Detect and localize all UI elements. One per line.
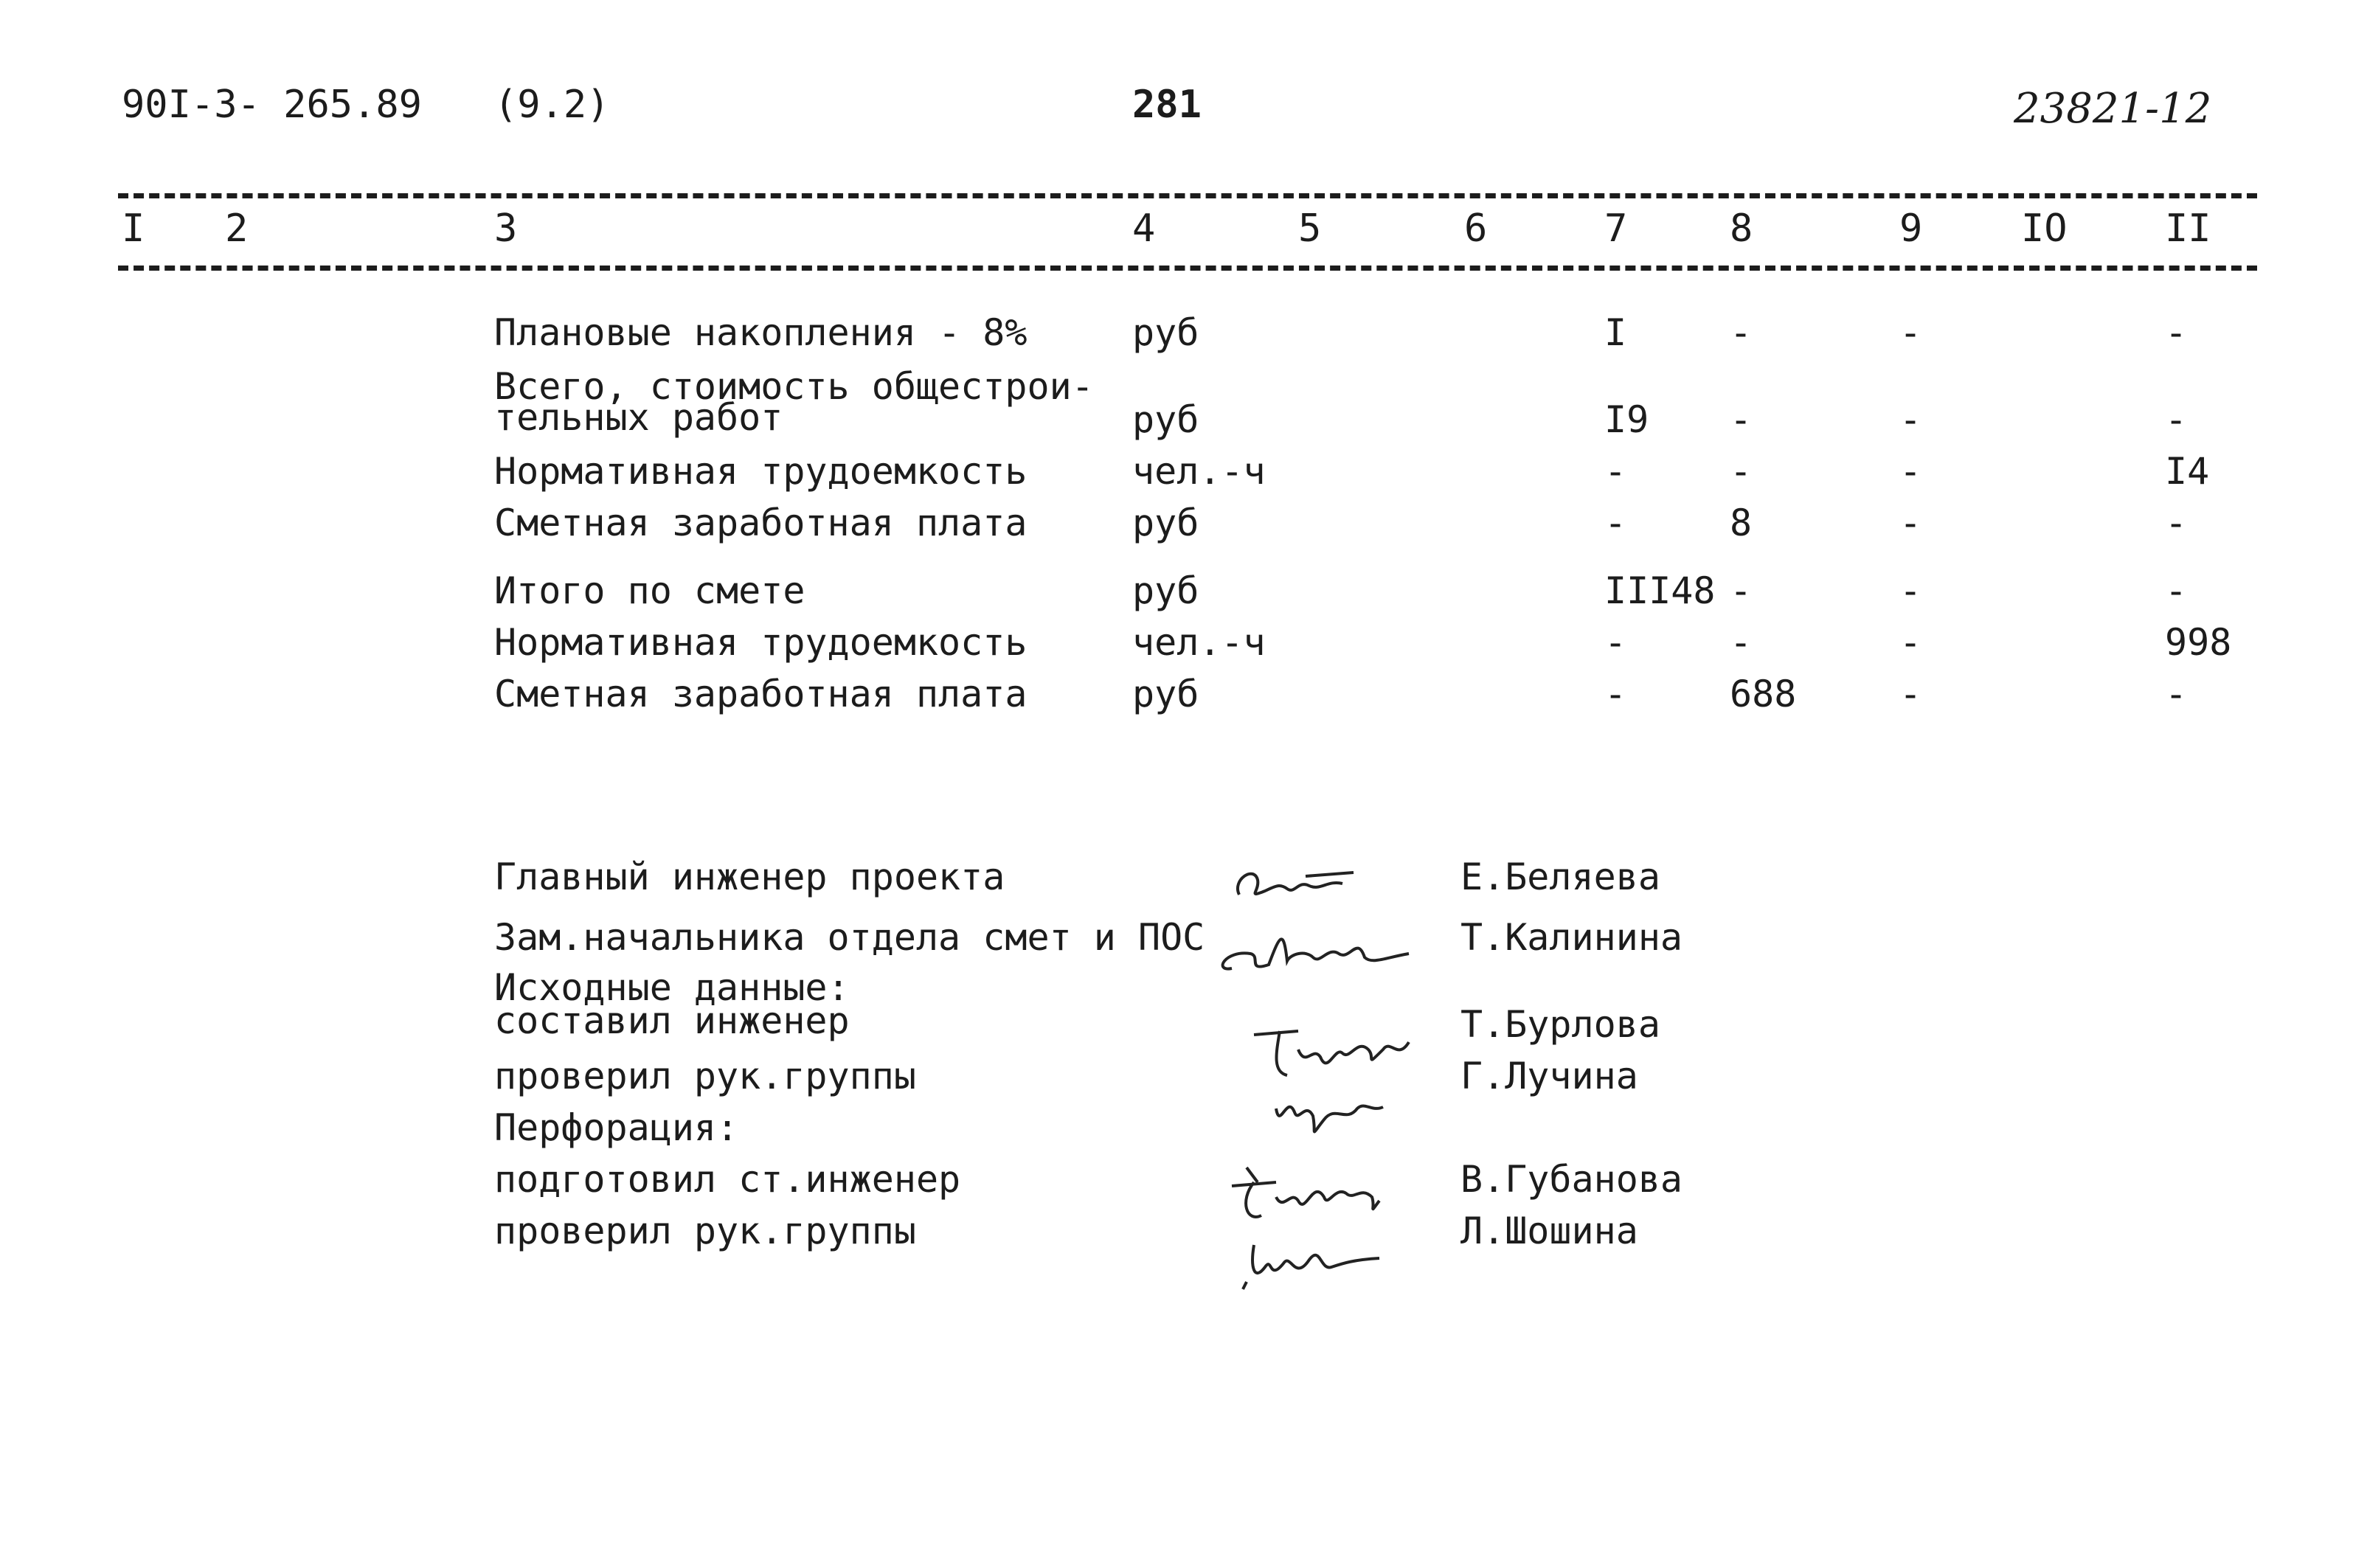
signature-role-4: проверил рук.группы <box>494 1055 916 1097</box>
handwritten-signature-2 <box>1210 892 1431 1001</box>
row-6-name: Нормативная трудоемкость <box>494 621 1028 664</box>
archive-number: 23821-12 <box>2014 85 2212 133</box>
signature-role-2: Зам.начальника отдела смет и ПОС <box>494 916 1205 959</box>
row-4-name: Сметная заработная плата <box>494 502 1028 544</box>
column-number-1: I <box>122 207 145 251</box>
row-7-col7: - <box>1604 673 1627 715</box>
row-5-col7: III48 <box>1604 569 1716 612</box>
row-7-unit: руб <box>1132 673 1199 715</box>
row-6-unit: чел.-ч <box>1132 621 1266 664</box>
row-3-col9: - <box>1899 450 1922 493</box>
row-2-unit: руб <box>1132 398 1199 441</box>
row-3-col8: - <box>1730 450 1753 493</box>
column-number-7: 7 <box>1604 207 1628 251</box>
signature-name-3: Т.Бурлова <box>1460 1003 1660 1046</box>
row-1-col11: - <box>2165 311 2188 354</box>
row-5-col9: - <box>1899 569 1922 612</box>
row-2-name: Всего, стоимость общестрои- <box>494 365 1094 408</box>
row-2-name-cont: тельных работ <box>494 396 783 439</box>
signature-name-2: Т.Калинина <box>1460 916 1683 959</box>
column-number-8: 8 <box>1730 207 1753 251</box>
header-top-rule <box>118 193 2257 198</box>
column-number-6: 6 <box>1464 207 1488 251</box>
column-number-3: 3 <box>494 207 518 251</box>
column-number-9: 9 <box>1899 207 1923 251</box>
row-7-col11: - <box>2165 673 2188 715</box>
signature-role-7: проверил рук.группы <box>494 1210 916 1252</box>
row-1-col7: I <box>1604 311 1627 354</box>
document-code: 90I-3- 265.89 <box>122 83 422 127</box>
row-2-col11: - <box>2165 398 2188 441</box>
row-4-col7: - <box>1604 502 1627 544</box>
column-number-11: II <box>2165 207 2211 251</box>
row-3-unit: чел.-ч <box>1132 450 1266 493</box>
signature-name-4: Г.Лучина <box>1460 1055 1638 1097</box>
row-1-col8: - <box>1730 311 1753 354</box>
section-number: (9.2) <box>494 83 610 127</box>
row-4-col9: - <box>1899 502 1922 544</box>
row-3-col7: - <box>1604 450 1627 493</box>
row-2-col9: - <box>1899 398 1922 441</box>
column-number-2: 2 <box>225 207 249 251</box>
row-2-col8: - <box>1730 398 1753 441</box>
row-5-name: Итого по смете <box>494 569 805 612</box>
row-1-name: Плановые накопления - 8% <box>494 311 1028 354</box>
signature-name-7: Л.Шошина <box>1460 1210 1638 1252</box>
row-5-unit: руб <box>1132 569 1199 612</box>
row-3-col11: I4 <box>2165 450 2210 493</box>
column-number-10: IO <box>2021 207 2068 251</box>
row-2-col7: I9 <box>1604 398 1649 441</box>
signature-name-1: Е.Беляева <box>1460 856 1660 898</box>
row-4-col11: - <box>2165 502 2188 544</box>
row-7-name: Сметная заработная плата <box>494 673 1028 715</box>
row-6-col7: - <box>1604 621 1627 664</box>
row-5-col8: - <box>1730 569 1753 612</box>
row-7-col9: - <box>1899 673 1922 715</box>
row-5-col11: - <box>2165 569 2188 612</box>
header-bottom-rule <box>118 266 2257 271</box>
row-6-col9: - <box>1899 621 1922 664</box>
row-1-col9: - <box>1899 311 1922 354</box>
signature-role-6: подготовил ст.инженер <box>494 1158 961 1201</box>
row-3-name: Нормативная трудоемкость <box>494 450 1028 493</box>
column-number-4: 4 <box>1132 207 1156 251</box>
row-6-col11: 998 <box>2165 621 2232 664</box>
handwritten-signature-6 <box>1224 1202 1401 1311</box>
signature-role-3-cont: составил инженер <box>494 999 850 1042</box>
row-6-col8: - <box>1730 621 1753 664</box>
row-1-unit: руб <box>1132 311 1199 354</box>
signature-role-1: Главный инженер проекта <box>494 856 1005 898</box>
signature-section-label: Перфорация: <box>494 1106 739 1149</box>
signature-name-6: В.Губанова <box>1460 1158 1683 1201</box>
signature-role-3: Исходные данные: <box>494 966 850 1009</box>
row-4-unit: руб <box>1132 502 1199 544</box>
page-number: 281 <box>1132 83 1202 127</box>
row-4-col8: 8 <box>1730 502 1753 544</box>
row-7-col8: 688 <box>1730 673 1797 715</box>
column-number-5: 5 <box>1298 207 1322 251</box>
